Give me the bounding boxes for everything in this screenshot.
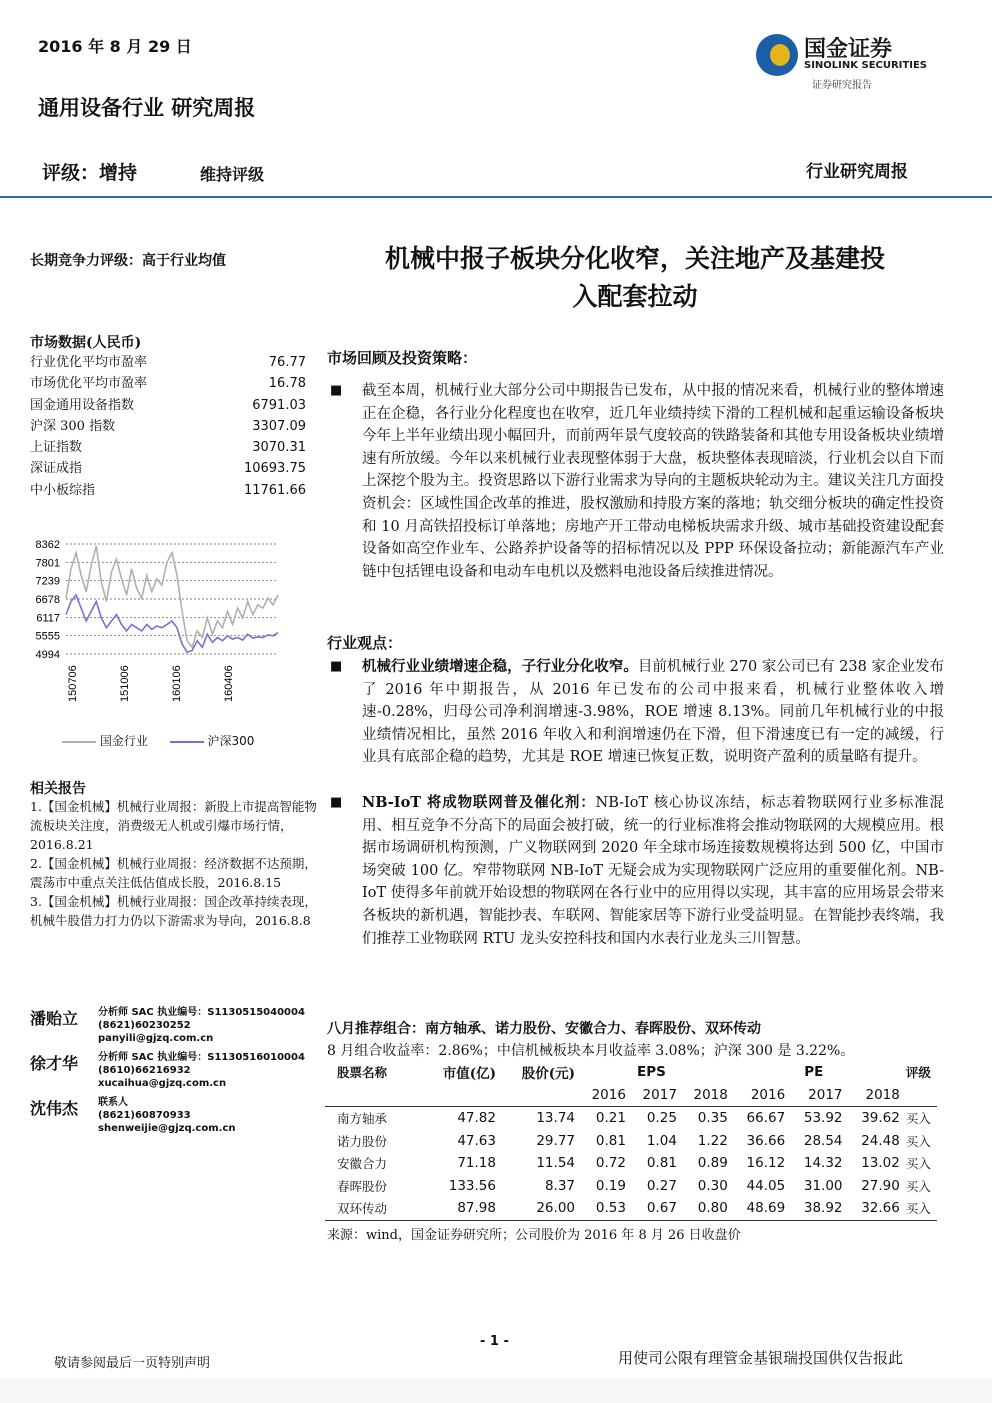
bullet-icon: ■	[330, 659, 343, 674]
logo-subtitle: 证券研究报告	[812, 80, 872, 91]
bullet-icon: ■	[330, 383, 343, 398]
table-row: 诺力股份 47.63 29.77 0.81 1.04 1.22 36.66 28.54 24.48 买入	[337, 1132, 931, 1149]
chart-legend	[62, 732, 302, 749]
x-tick-label: 160106	[171, 665, 183, 702]
analyst-email[interactable]: panyili@gjzq.com.cn	[98, 1033, 214, 1044]
related-reports-title: 相关报告	[30, 781, 86, 797]
x-tick-label: 160406	[223, 665, 235, 702]
table-row: 双环传动 87.98 26.00 0.53 0.67 0.80 48.69 38.92 32.66 买入	[325, 1197, 937, 1220]
report-title	[330, 240, 940, 316]
legend-swatch-hs300	[170, 741, 204, 743]
index-line-chart	[28, 534, 288, 704]
sinolink-logo	[756, 30, 956, 92]
market-data-row: 国金通用设备指数 6791.03	[30, 397, 306, 413]
y-tick-label: 7239	[35, 575, 60, 588]
col-header-eps: EPS	[637, 1064, 666, 1081]
section-title-market-review: 市场回顾及投资策略：	[327, 349, 478, 367]
y-tick-label: 8362	[35, 539, 60, 551]
recommend-title: 八月推荐组合：南方轴承、诺力股份、安徽合力、春晖股份、双环传动	[327, 1021, 761, 1037]
table-source: 来源：wind，国金证券研究所；公司股价为 2016 年 8 月 26 日收盘价	[327, 1228, 741, 1243]
market-data-row: 行业优化平均市盈率 76.77	[30, 355, 306, 370]
series-line-沪深300	[66, 595, 278, 652]
logo-en-text: SINOLINK SECURITIES	[804, 60, 927, 71]
col-header-price: 股价(元)	[521, 1066, 575, 1083]
col-header-pe: PE	[804, 1064, 824, 1081]
legend-label-industry: 国金行业	[99, 734, 148, 748]
related-reports-list	[30, 797, 318, 930]
related-report-item[interactable]: 2.【国金机械】机械行业周报：经济数据不达预期，震荡市中重点关注低估值成长股，2016.8.15	[30, 856, 317, 890]
bullet-icon: ■	[330, 795, 343, 810]
footer-right-text: 用使司公限有理管金基银瑞投国供仅告报此	[618, 1349, 904, 1367]
long-term-rating: 长期竞争力评级：高于行业均值	[30, 253, 226, 269]
table-row: 南方轴承 47.82 13.74 0.21 0.25 0.35 66.67 53.92 39.62 买入	[337, 1110, 931, 1127]
related-report-item[interactable]: 3.【国金机械】机械行业周报：国企改革持续表现，机械牛股借力打力仍以下游需求为导向，2016.8.8	[30, 894, 317, 928]
paragraph-industry-growth: ■ 机械行业业绩增速企稳，子行业分化收窄。目前机械行业 270 家公司已有 238 家企业发布了 2016 年中期报告，从 2016 年已发布的公司中报来看，机械行业整体收入增速-0.28%，归母公司净利润增速-3.98%，ROE 增速 8.13%。同前几年机械行业的中报业绩情况相比，虽然 2016 年收入和利润增速仍在下滑，但下滑速度已有一定的减缓，行业具有底部企稳的趋势，尤其是 ROE 增速已恢复正数，说明资产盈利的质量略有提升。	[330, 658, 944, 766]
title-line-1: 机械中报子板块分化收窄，关注地产及基建投	[384, 244, 885, 273]
table-year-row: 2016 2017 2018 2016 2017 2018	[325, 1084, 937, 1107]
table-header-row	[325, 1061, 937, 1084]
footer-disclaimer: 敬请参阅最后一页特别声明	[54, 1356, 211, 1371]
market-data-row: 中小板综指 11761.66	[30, 482, 306, 498]
x-tick-label: 151006	[119, 665, 131, 702]
market-data-row: 沪深 300 指数 3307.09	[30, 418, 306, 434]
y-tick-label: 5555	[35, 630, 60, 643]
logo-cn-text: 国金证券	[804, 37, 893, 62]
report-type: 行业研究周报	[806, 162, 908, 182]
header-divider	[0, 196, 992, 198]
market-data-title: 市场数据(人民币)	[30, 335, 142, 351]
paragraph-nbiot: ■ NB-IoT 将成物联网普及催化剂：NB-IoT 核心协议冻结，标志着物联网行业多标准混用、相互竞争不分高下的局面会被打破，统一的行业标准将会推动物联网的大规模应用。根据市场调研机构预测，广义物联网到 2020 年全球市场连接数规模将达到 500 亿，中国市场突破 100 亿。窄带物联网 NB-IoT 无疑会成为实现物联网广泛应用的重要催化剂。NB-IoT 使得多年前就开始设想的物联网在各行业中的应用得以实现，其丰富的应用场景会带来各板块的新机遇，智能抄表、车联网、智能家居等下游行业受益明显。在智能抄表终端，我们推荐工业物联网 RTU 龙头安控科技和国内水表行业龙头三川智慧。	[330, 794, 945, 947]
recommend-table	[325, 1061, 937, 1221]
related-report-item[interactable]: 1.【国金机械】机械行业周报：新股上市提高智能物流板块关注度，消费级无人机或引爆市场行情，2016.8.21	[30, 799, 317, 852]
legend-swatch-industry	[62, 741, 96, 743]
report-date: 2016 年 8 月 29 日	[38, 37, 192, 56]
series-line-国金行业	[66, 546, 278, 647]
analyst-entry: 沈伟杰 联系人 (8621)60870933 shenweijie@gjzq.com.cn	[30, 1097, 236, 1134]
analyst-email[interactable]: shenweijie@gjzq.com.cn	[98, 1123, 236, 1134]
market-data-row: 上证指数 3070.31	[30, 440, 306, 456]
table-row: 安徽合力 71.18 11.54 0.72 0.81 0.89 16.12 14.32 13.02 买入	[337, 1155, 931, 1172]
analyst-list	[30, 1006, 320, 1141]
col-header-rating: 评级	[905, 1065, 931, 1081]
y-tick-label: 6117	[36, 612, 60, 625]
logo-mark-icon	[756, 34, 798, 76]
market-data-row: 市场优化平均市盈率 16.78	[30, 376, 306, 392]
col-header-mcap: 市值(亿)	[442, 1066, 496, 1083]
industry-title: 通用设备行业 研究周报	[38, 95, 256, 120]
recommend-summary: 8 月组合收益率：2.86%；中信机械板块本月收益率 3.08%；沪深 300 是 3.22%。	[327, 1043, 855, 1059]
bottom-band	[0, 1378, 992, 1403]
page-number: - 1 -	[480, 1334, 509, 1349]
market-data-row: 深证成指 10693.75	[30, 461, 306, 477]
title-line-2: 入配套拉动	[572, 282, 698, 311]
market-data-table	[30, 352, 306, 501]
section-title-industry-view: 行业观点：	[327, 634, 403, 652]
analyst-email[interactable]: xucaihua@gjzq.com.cn	[98, 1078, 227, 1089]
y-tick-label: 7801	[35, 557, 60, 570]
rating-sub: 维持评级	[200, 165, 265, 184]
paragraph-market-review: ■ 截至本周，机械行业大部分公司中期报告已发布，从中报的情况来看，机械行业的整体增速正在企稳，各行业分化程度也在收窄，近几年业绩持续下滑的工程机械和起重运输设备板块今年上半年业绩出现小幅回升，而前两年景气度较高的铁路装备和其他专用设备板块业绩增速有所放缓。今年以来机械行业表现整体弱于大盘，板块整体表现暗淡，行业机会以自下而上深挖个股为主。投资思路以下游行业需求为导向的主题板块轮动为主。建议关注几方面投资机会：区域性国企改革的推进，股权激励和持股方案的落地；轨交细分板块的确定性投资和 10 月高铁招投标订单落地；房地产开工带动电梯板块需求升级、城市基础投资建设配套设备如高空作业车、公路养护设备等的招标情况以及 PPP 环保设备拉动；新能源汽车产业链中包括锂电设备和电动车电机以及燃料电池设备后续推进情况。	[362, 380, 944, 583]
analyst-entry: 徐才华 分析师 SAC 执业编号：S1130516010004 (8610)66216932 xucaihua@gjzq.com.cn	[30, 1052, 305, 1089]
rating: 评级：增持	[42, 162, 138, 184]
y-tick-label: 6678	[35, 594, 60, 606]
legend-label-hs300: 沪深300	[207, 734, 255, 748]
col-header-name: 股票名称	[337, 1065, 388, 1081]
table-row: 春晖股份 133.56 8.37 0.19 0.27 0.30 44.05 31.00 27.90 买入	[337, 1177, 931, 1194]
y-tick-label: 4994	[35, 649, 60, 661]
x-tick-label: 150706	[67, 665, 79, 702]
analyst-entry: 潘贻立 分析师 SAC 执业编号：S1130515040004 (8621)60230252 panyili@gjzq.com.cn	[30, 1007, 305, 1044]
